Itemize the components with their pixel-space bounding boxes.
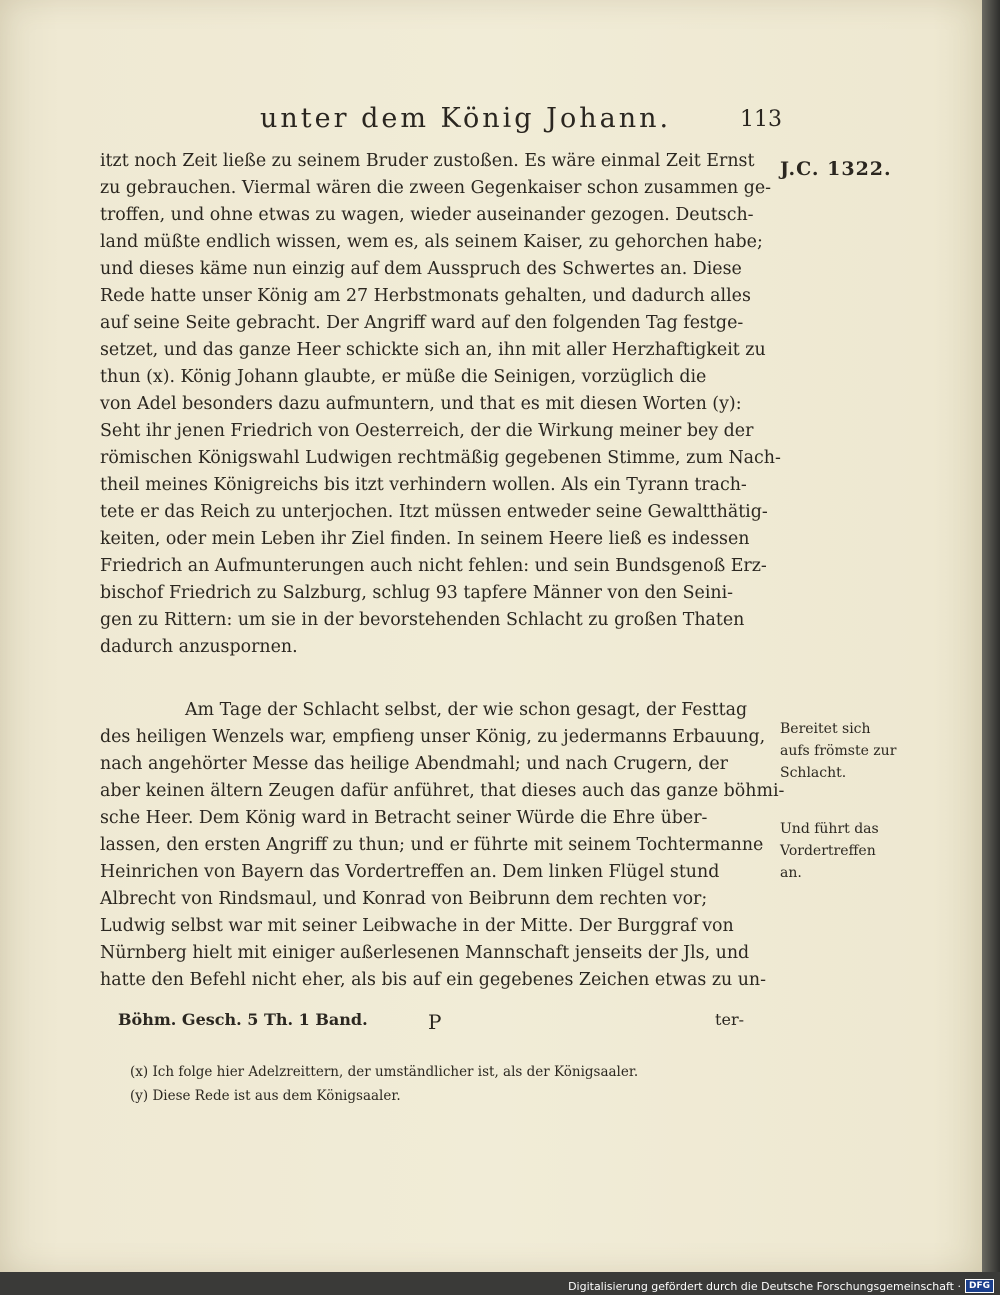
text-line: römischen Königswahl Ludwigen rechtmäßig gegebenen Stimme, zum Nach- <box>100 448 781 468</box>
margin-note-leads: Und führt das Vordertreffen an. <box>780 821 879 881</box>
page-number: 113 <box>740 107 782 132</box>
funding-credit <box>568 1278 994 1294</box>
footnote-y: (y) Diese Rede ist aus dem Königsaaler. <box>130 1088 401 1104</box>
text-line: keiten, oder mein Leben ihr Ziel finden. In seinem Heere ließ es indessen <box>100 529 750 549</box>
text-line: sche Heer. Dem König ward in Betracht seiner Würde die Ehre über- <box>100 808 708 828</box>
text-line: setzet, und das ganze Heer schickte sich an, ihn mit aller Herzhaftigkeit zu <box>100 340 766 360</box>
running-title: unter dem König Johann. <box>260 103 672 134</box>
text-line: Friedrich an Aufmunterungen auch nicht fehlen: und sein Bundsgenoß Erz- <box>100 556 767 576</box>
footnotes <box>130 1060 750 1108</box>
text-line: thun (x). König Johann glaubte, er müße die Seinigen, vorzüglich die <box>100 367 707 387</box>
signature-mark: P <box>428 1010 442 1034</box>
text-line: troffen, und ohne etwas zu wagen, wieder auseinander gezogen. Deutsch- <box>100 205 754 225</box>
text-line: bischof Friedrich zu Salzburg, schlug 93 tapfere Männer von den Seini- <box>100 583 734 603</box>
text-line: hatte den Befehl nicht eher, als bis auf ein gegebenes Zeichen etwas zu un- <box>100 970 766 990</box>
footnote-x: (x) Ich folge hier Adelzreittern, der umständlicher ist, als der Königsaaler. <box>130 1064 639 1080</box>
text-line: itzt noch Zeit ließe zu seinem Bruder zustoßen. Es wäre einmal Zeit Ernst <box>100 151 755 171</box>
text-line: nach angehörter Messe das heilige Abendmahl; und nach Crugern, der <box>100 754 728 774</box>
text-line: aber keinen ältern Zeugen dafür anführet, that dieses auch das ganze böhmi- <box>100 781 785 801</box>
text-line: Ludwig selbst war mit seiner Leibwache in der Mitte. Der Burggraf von <box>100 916 734 936</box>
signature-line <box>118 1010 744 1038</box>
text-line: land müßte endlich wissen, wem es, als seinem Kaiser, zu gehorchen habe; <box>100 232 763 252</box>
text-line: zu gebrauchen. Viermal wären die zween Gegenkaiser schon zusammen ge- <box>100 178 771 198</box>
text-line: und dieses käme nun einzig auf dem Ausspruch des Schwertes an. Diese <box>100 259 742 279</box>
text-line: Albrecht von Rindsmaul, und Konrad von Beibrunn dem rechten vor; <box>100 889 708 909</box>
text-line: dadurch anzuspornen. <box>100 637 298 657</box>
text-line: theil meines Königreichs bis itzt verhindern wollen. Als ein Tyrann trach- <box>100 475 747 495</box>
text-line: Heinrichen von Bayern das Vordertreffen an. Dem linken Flügel stund <box>100 862 720 882</box>
text-line: tete er das Reich zu unterjochen. Itzt müssen entweder seine Gewaltthätig- <box>100 502 768 522</box>
paragraph-1 <box>100 148 781 661</box>
text-line: auf seine Seite gebracht. Der Angriff ward auf den folgenden Tag festge- <box>100 313 744 333</box>
page-header <box>110 103 782 143</box>
funding-credit-text: Digitalisierung gefördert durch die Deutsche Forschungsgemeinschaft · <box>568 1279 961 1293</box>
text-line: Rede hatte unser König am 27 Herbstmonats gehalten, und dadurch alles <box>100 286 751 306</box>
signature-text: Böhm. Gesch. 5 Th. 1 Band. <box>118 1010 368 1029</box>
text-line: Am Tage der Schlacht selbst, der wie schon gesagt, der Festtag <box>185 700 748 720</box>
paragraph-2 <box>100 697 785 994</box>
margin-year: J.C. 1322. <box>780 158 892 180</box>
text-line: lassen, den ersten Angriff zu thun; und er führte mit seinem Tochtermanne <box>100 835 764 855</box>
text-line: Nürnberg hielt mit einiger außerlesenen Mannschaft jenseits der Jls, und <box>100 943 750 963</box>
catchword: ter- <box>715 1010 744 1029</box>
text-line: Seht ihr jenen Friedrich von Oesterreich, der die Wirkung meiner bey der <box>100 421 754 441</box>
margin-note-prepares: Bereitet sich aufs frömste zur Schlacht. <box>780 721 897 781</box>
dfg-logo: DFG <box>965 1279 994 1293</box>
text-line: des heiligen Wenzels war, empfieng unser König, zu jedermanns Erbauung, <box>100 727 766 747</box>
text-line: von Adel besonders dazu aufmuntern, und that es mit diesen Worten (y): <box>100 394 742 414</box>
text-line: gen zu Rittern: um sie in der bevorstehenden Schlacht zu großen Thaten <box>100 610 745 630</box>
page-gutter <box>982 0 1000 1272</box>
